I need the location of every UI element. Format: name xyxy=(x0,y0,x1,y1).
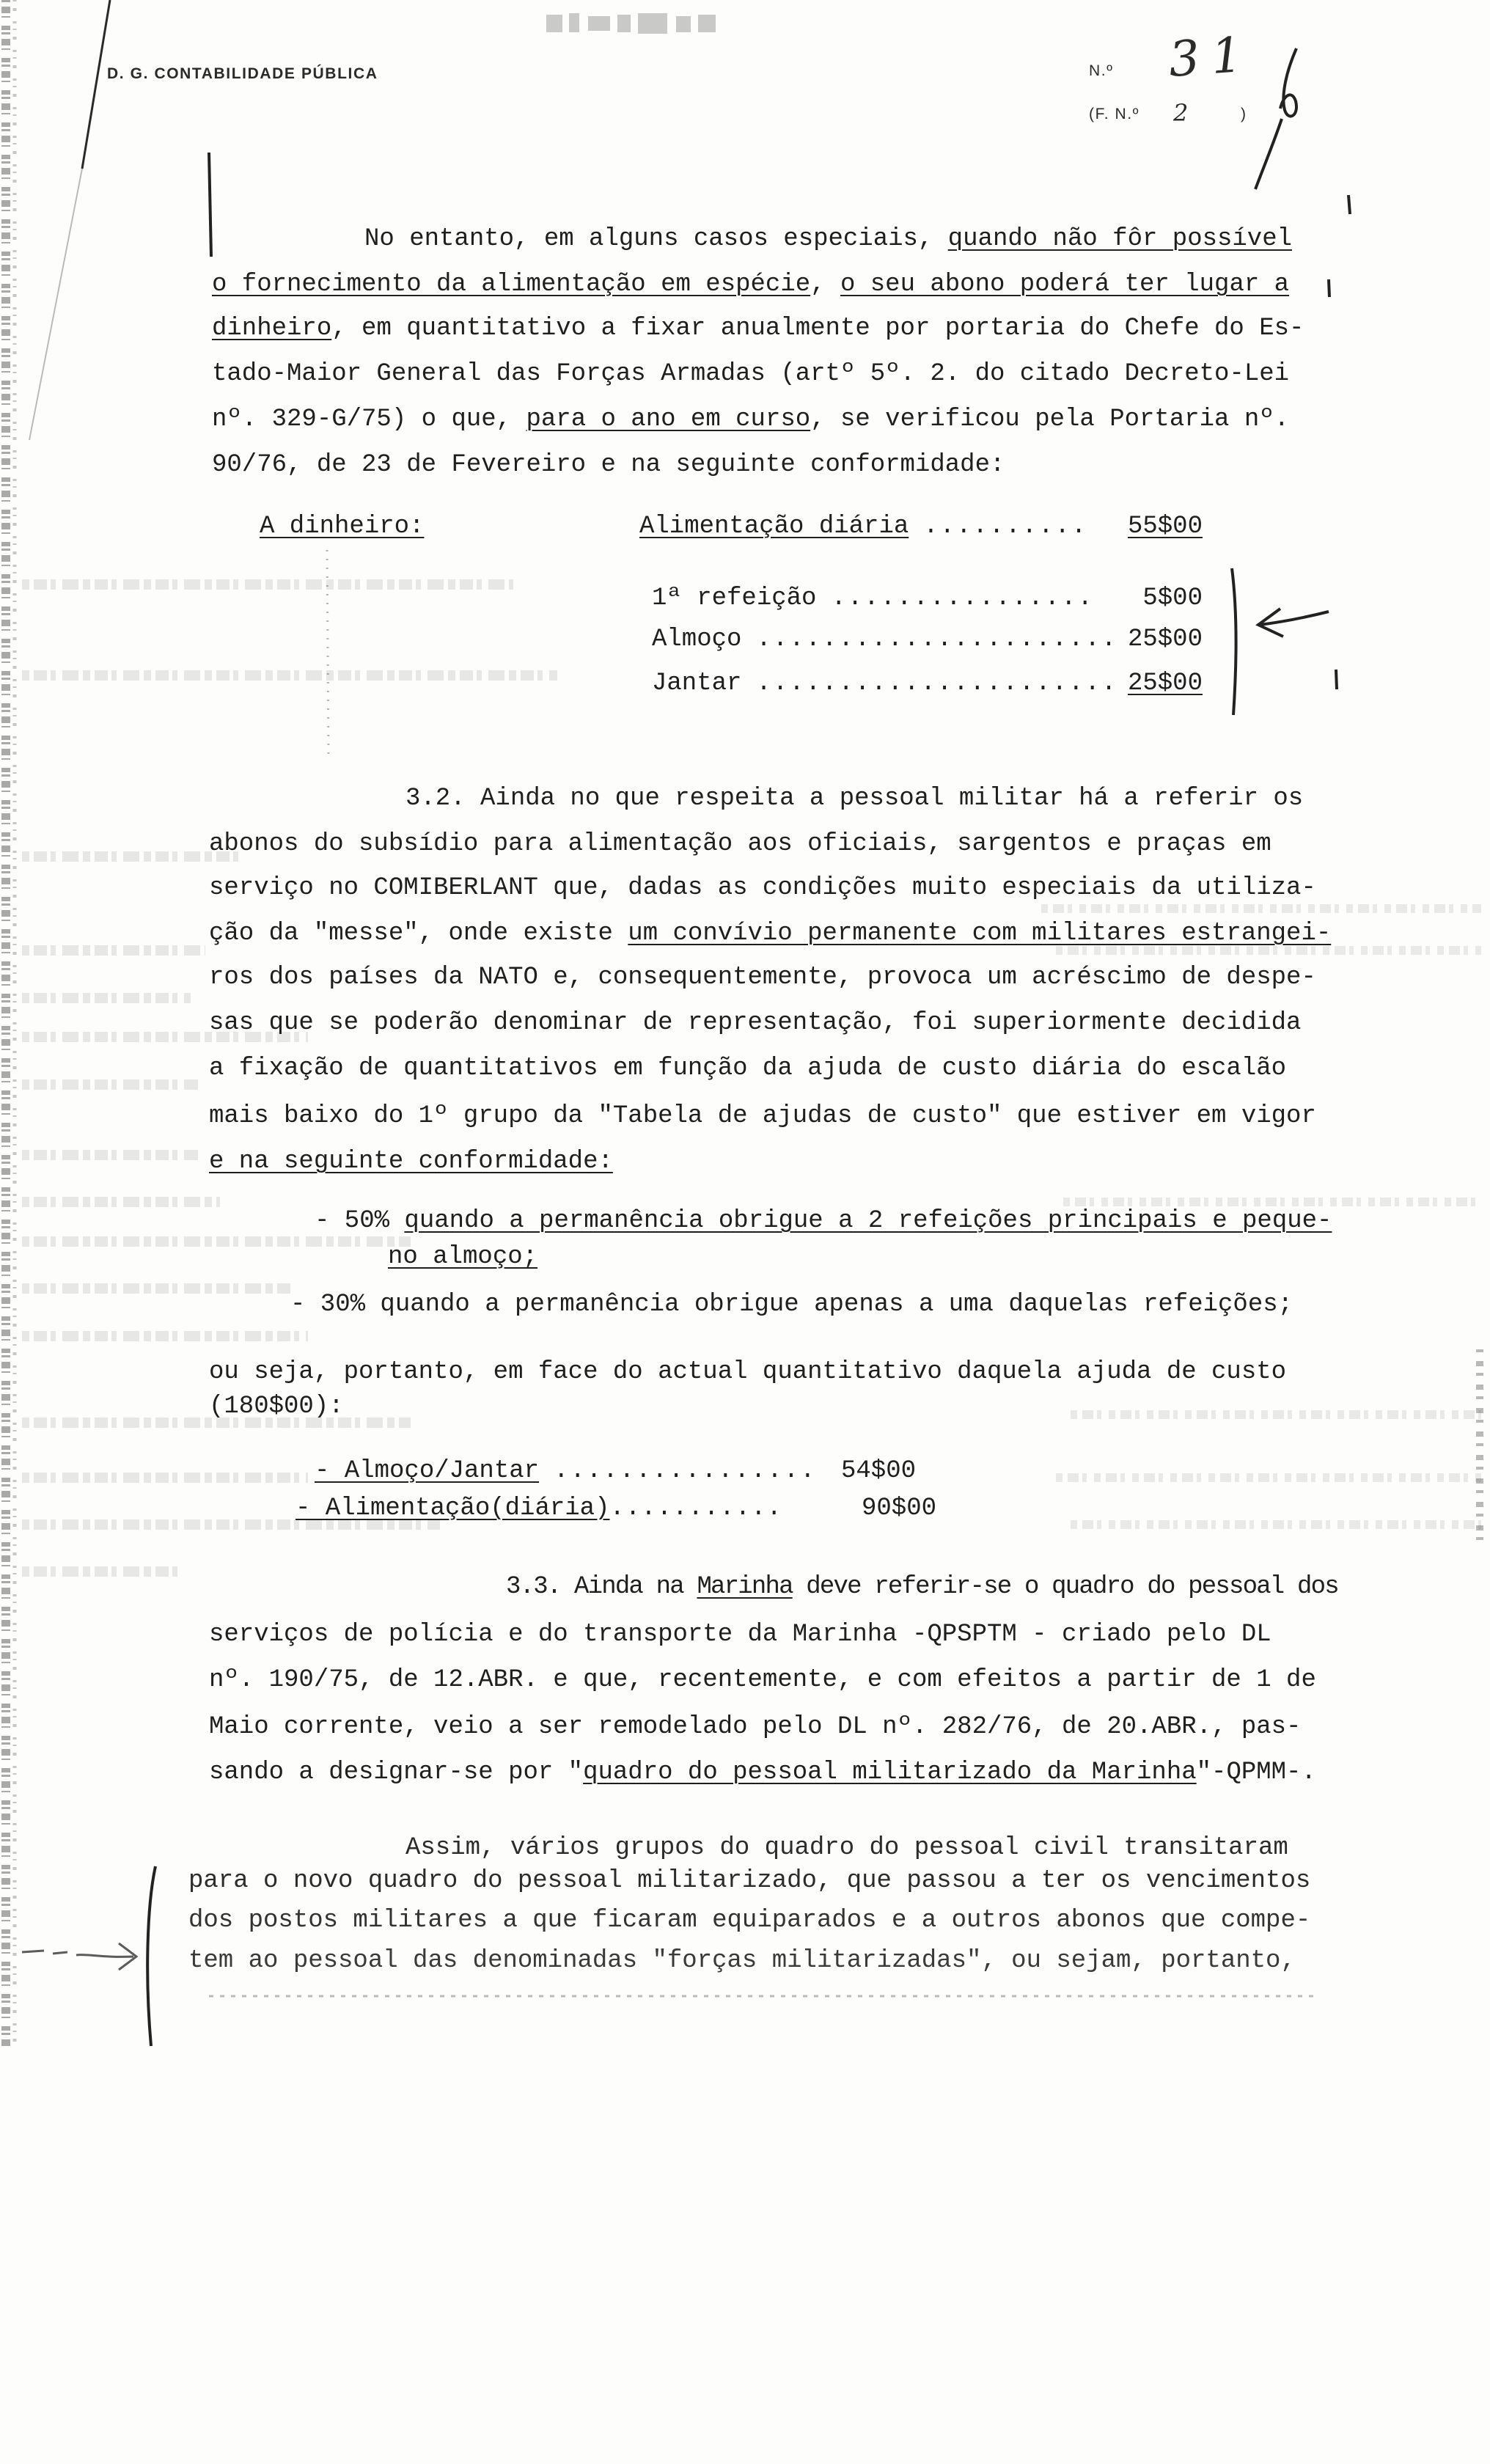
handwritten-flourish xyxy=(1280,48,1296,117)
closing-paragraph-line-2 xyxy=(188,1866,1310,1896)
underlined-text-segment: quadro do pessoal militarizado da Marinha xyxy=(583,1759,1197,1786)
text-segment: , em quantitativo a fixar anualmente por portaria do Chefe do Es- xyxy=(331,315,1304,342)
dot-leader: ...................... xyxy=(756,626,1118,653)
rate-amount xyxy=(862,1494,936,1523)
text-segment: "-QPMM-. xyxy=(1196,1759,1316,1786)
text-segment: ção da "messe", onde existe xyxy=(209,920,628,947)
section-3-2-line-7 xyxy=(209,1054,1286,1083)
text-segment: a fixação de quantitativos em função da ajuda de custo diária do escalão xyxy=(209,1055,1287,1082)
summary-line xyxy=(209,1392,344,1421)
text-segment: sando a designar-se por " xyxy=(209,1759,584,1786)
section-3-2-line-2 xyxy=(209,829,1271,859)
paragraph-1-line-3 xyxy=(212,314,1304,343)
text-segment: abonos do subsídio para alimentação aos oficiais, sargentos e praças em xyxy=(209,830,1271,858)
underlined-text-segment: no almoço; xyxy=(388,1243,538,1271)
underlined-text-segment: dinheiro xyxy=(212,315,332,342)
dot-leader: ...................... xyxy=(756,670,1118,697)
breakdown-row xyxy=(652,584,1094,613)
text-segment: dos postos militares a que ficaram equiparados e a outros abonos que compe- xyxy=(188,1907,1311,1935)
dot-leader: ................ xyxy=(554,1457,817,1485)
folio-label: (F. N.º xyxy=(1089,106,1140,122)
text-segment: nº. 190/75, de 12.ABR. e que, recentemente, e com efeitos a partir de 1 de xyxy=(209,1666,1316,1694)
closing-paragraph-line-3 xyxy=(188,1906,1310,1935)
paragraph-1-line-6 xyxy=(212,450,1005,480)
handwritten-bracket-bottom xyxy=(147,1866,155,2046)
row-label: - Alimentação(diária) xyxy=(296,1495,610,1522)
text-segment: tado-Maior General das Forças Armadas (artº 5º. 2. do citado Decreto-Lei xyxy=(212,360,1290,388)
closing-paragraph-line-1 xyxy=(405,1833,1288,1863)
section-3-3-line-5 xyxy=(209,1758,1316,1787)
breakdown-amount: 5$00 xyxy=(1142,584,1203,612)
handwritten-bracket xyxy=(1232,568,1236,715)
rate-amount xyxy=(841,1456,916,1486)
right-arrow-scribble-icon xyxy=(22,1943,136,1970)
document-number-label: N.º xyxy=(1089,62,1114,79)
underlined-text-segment: A dinheiro: xyxy=(260,513,425,540)
paragraph-1-line-4 xyxy=(212,359,1289,389)
paragraph-1-line-1 xyxy=(364,224,1292,254)
faint-vertical-line xyxy=(327,550,329,755)
dot-leader: ................ xyxy=(831,584,1094,612)
text-segment: (180$00): xyxy=(209,1393,344,1420)
section-3-3-line-4 xyxy=(209,1712,1301,1742)
text-segment: ou seja, portanto, em face do actual quantitativo daquela ajuda de custo xyxy=(209,1358,1287,1386)
dot-leader: ........... xyxy=(609,1495,782,1522)
amount-text: 90$00 xyxy=(862,1495,937,1522)
text-segment: deve referir-se o quadro do pessoal dos xyxy=(792,1573,1338,1601)
section-3-3-line-3 xyxy=(209,1665,1316,1695)
text-segment: ros dos países da NATO e, consequentemente, provoca um acréscimo de despe- xyxy=(209,964,1316,991)
handwritten-slash xyxy=(1255,119,1282,189)
underlined-text-segment: o fornecimento da alimentação em espécie xyxy=(212,271,811,298)
breakdown-amount: 25$00 xyxy=(1127,670,1203,697)
text-segment: - 50% xyxy=(315,1207,405,1235)
row-label: 1ª refeição xyxy=(652,584,817,612)
text-segment: sas que se poderão denominar de representação, foi superiormente decidida xyxy=(209,1009,1302,1037)
section-3-2-line-6 xyxy=(209,1008,1301,1038)
folio-close: ) xyxy=(1241,106,1247,122)
breakdown-row xyxy=(652,669,1118,698)
row-label: - Almoço/Jantar xyxy=(315,1457,540,1485)
section-3-2-line-4 xyxy=(209,919,1331,948)
breakdown-row xyxy=(652,625,1118,654)
text-segment: Assim, vários grupos do quadro do pessoal civil transitaram xyxy=(405,1834,1288,1862)
text-segment: - 30% quando a permanência obrigue apenas a uma daquelas refeições; xyxy=(290,1291,1293,1319)
cash-allowance-label xyxy=(260,512,424,541)
condition-item-1 xyxy=(315,1206,1332,1236)
paragraph-1-line-2 xyxy=(212,270,1289,299)
left-arrow-handwritten-icon xyxy=(1258,609,1329,637)
department-heading: D. G. CONTABILIDADE PÚBLICA xyxy=(107,65,378,82)
text-segment: nº. 329-G/75) o que, xyxy=(212,406,526,433)
fold-line xyxy=(82,0,110,169)
text-segment: , xyxy=(810,271,840,298)
underlined-text-segment: quando não fôr possível xyxy=(947,225,1293,253)
text-segment: 3.2. Ainda no que respeita a pessoal militar há a referir os xyxy=(405,785,1304,813)
text-segment: Maio corrente, veio a ser remodelado pelo DL nº. 282/76, de 20.ABR., pas- xyxy=(209,1713,1302,1741)
text-segment: para o novo quadro do pessoal militarizado, que passou a ter os vencimentos xyxy=(188,1867,1311,1895)
breakdown-amount: 25$00 xyxy=(1127,626,1203,653)
dot-leader: .......... xyxy=(923,513,1088,540)
underlined-text-segment: para o ano em curso xyxy=(526,406,811,433)
closing-paragraph-line-4 xyxy=(188,1946,1296,1976)
stamp-smudge xyxy=(546,13,716,34)
text-segment: serviços de polícia e do transporte da Marinha -QPSPTM - criado pelo DL xyxy=(209,1621,1271,1649)
text-segment: 90/76, de 23 de Fevereiro e na seguinte conformidade: xyxy=(212,451,1005,479)
section-3-3-line-1 xyxy=(506,1572,1338,1602)
condition-item-1-continued xyxy=(388,1242,537,1272)
rate-row xyxy=(315,1456,817,1486)
section-3-2-line-9 xyxy=(209,1147,613,1176)
folio-number: 2 xyxy=(1173,99,1189,127)
section-3-2-line-5 xyxy=(209,963,1316,992)
section-3-2-line-8 xyxy=(209,1101,1316,1131)
margin-tick xyxy=(1336,670,1337,689)
text-segment: , se verificou pela Portaria nº. xyxy=(810,406,1290,433)
daily-allowance-amount: 55$00 xyxy=(1127,513,1203,540)
text-segment: 3.3. Ainda na xyxy=(506,1573,697,1601)
text-segment: serviço no COMIBERLANT que, dadas as condições muito especiais da utiliza- xyxy=(209,874,1316,902)
rate-row xyxy=(296,1494,782,1523)
underlined-text-segment: o seu abono poderá ter lugar a xyxy=(840,271,1290,298)
condition-item-2 xyxy=(290,1290,1293,1319)
underlined-text-segment: quando a permanência obrigue a 2 refeições principais e peque- xyxy=(404,1207,1332,1235)
underlined-text-segment: e na seguinte conformidade: xyxy=(209,1148,613,1176)
summary-line xyxy=(209,1357,1286,1387)
row-label: Jantar xyxy=(652,670,742,697)
fold-line-faint xyxy=(29,169,82,440)
text-segment: No entanto, em alguns casos especiais, xyxy=(364,225,948,253)
daily-allowance-row xyxy=(639,512,1087,541)
row-label: Almoço xyxy=(652,626,742,653)
section-3-2-line-1 xyxy=(405,784,1303,813)
section-3-2-line-3 xyxy=(209,873,1316,903)
amount-text: 54$00 xyxy=(841,1457,917,1485)
document-number-handwritten: 31 xyxy=(1167,26,1256,88)
margin-tick xyxy=(1348,195,1350,214)
margin-stroke xyxy=(209,153,211,257)
text-segment: tem ao pessoal das denominadas "forças militarizadas", ou sejam, portanto, xyxy=(188,1947,1296,1975)
row-label: Alimentação diária xyxy=(639,513,909,540)
paragraph-1-line-5 xyxy=(212,405,1289,434)
text-segment: mais baixo do 1º grupo da "Tabela de ajudas de custo" que estiver em vigor xyxy=(209,1102,1316,1130)
underlined-text-segment: um convívio permanente com militares estrangei- xyxy=(628,920,1332,947)
underlined-text-segment: Marinha xyxy=(697,1573,793,1601)
section-3-3-line-2 xyxy=(209,1620,1271,1649)
